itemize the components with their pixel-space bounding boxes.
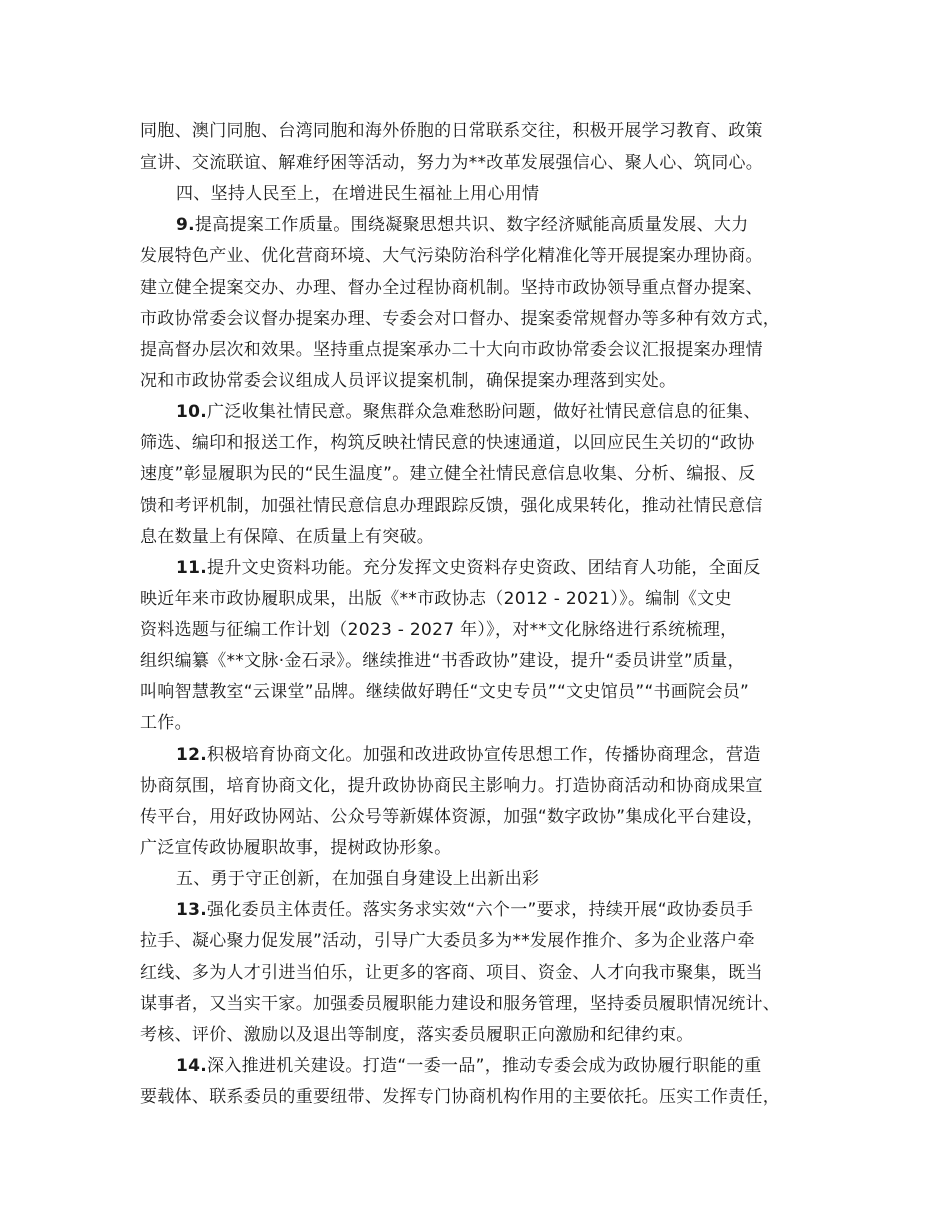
- item-10-first-line: 10.广泛收集社情民意。聚焦群众急难愁盼问题，做好社情民意信息的征集、: [176, 402, 761, 422]
- item-9-first-line: 9.提高提案工作质量。围绕凝聚思想共识、数字经济赋能高质量发展、大力: [176, 215, 749, 235]
- item-13-first-line: 13.强化委员主体责任。落实务求实效“六个一”要求，持续开展“政协委员手: [176, 900, 754, 920]
- paragraph-line: 谋事者，又当实干家。加强委员履职能力建设和服务管理，坚持委员履职情况统计、: [140, 994, 781, 1014]
- paragraph-line: 映近年来市政协履职成果，出版《**市政协志（2012 - 2021）》。编制《文史: [140, 589, 732, 609]
- paragraph-line: 组织编纂《**文脉·金石录》。继续推进“书香政协”建设，提升“委员讲堂”质量，: [140, 651, 745, 671]
- paragraph-line: 考核、评价、激励以及退出等制度，落实委员履职正向激励和纪律约束。: [140, 1025, 694, 1045]
- paragraph-line: 同胞、澳门同胞、台湾同胞和海外侨胞的日常联系交往，积极开展学习教育、政策: [140, 121, 763, 141]
- paragraph-line: 协商氛围，培育协商文化，提升政协协商民主影响力。打造协商活动和协商成果宣: [140, 776, 763, 796]
- item-number: 14.: [176, 1056, 208, 1076]
- item-12-first-line: 12.积极培育协商文化。加强和改进政协宣传思想工作，传播协商理念，营造: [176, 745, 761, 765]
- item-number: 13.: [176, 900, 208, 920]
- paragraph-line: 筛选、编印和报送工作，构筑反映社情民意的快速通道，以回应民生关切的“政协: [140, 433, 755, 453]
- paragraph-line: 息在数量上有保障、在质量上有突破。: [140, 527, 435, 547]
- paragraph-line: 提高督办层次和效果。坚持重点提案承办二十大向市政协常委会议汇报提案办理情: [140, 340, 763, 360]
- section-heading-4: 四、坚持人民至上，在增进民生福祉上用心用情: [176, 184, 540, 204]
- paragraph-line: 叫响智慧教室“云课堂”品牌。继续做好聘任“文史专员”“文史馆员”“书画院会员”: [140, 682, 750, 702]
- paragraph-line: 广泛宣传政协履职故事，提树政协形象。: [140, 838, 452, 858]
- paragraph-line: 建立健全提案交办、办理、督办全过程协商机制。坚持市政协领导重点督办提案、: [140, 278, 763, 298]
- item-number: 9.: [176, 215, 195, 235]
- item-number: 12.: [176, 745, 208, 765]
- paragraph-line: 拉手、凝心聚力促发展”活动，引导广大委员多为**发展作推介、多为企业落户牵: [140, 931, 755, 951]
- paragraph-line: 工作。: [140, 713, 192, 733]
- paragraph-line: 红线、多为人才引进当伯乐，让更多的客商、项目、资金、人才向我市聚集，既当: [140, 963, 763, 983]
- item-number: 10.: [176, 402, 208, 422]
- section-heading-5: 五、勇于守正创新，在加强自身建设上出新出彩: [176, 869, 540, 889]
- item-number: 11.: [176, 558, 208, 578]
- item-11-first-line: 11.提升文史资料功能。充分发挥文史资料存史资政、团结育人功能，全面反: [176, 558, 761, 578]
- paragraph-line: 市政协常委会议督办提案办理、专委会对口督办、提案委常规督办等多种有效方式，: [140, 309, 781, 329]
- paragraph-line: 传平台，用好政协网站、公众号等新媒体资源，加强“数字政协”集成化平台建设，: [140, 807, 764, 827]
- paragraph-line: 资料选题与征编工作计划（2023 - 2027 年）》，对**文化脉络进行系统梳理，: [140, 620, 738, 640]
- item-14-first-line: 14.深入推进机关建设。打造“一委一品”，推动专委会成为政协履行职能的重: [176, 1056, 762, 1076]
- paragraph-line: 速度”彰显履职为民的“民生温度”。建立健全社情民意信息收集、分析、编报、反: [140, 464, 756, 484]
- paragraph-line: 宣讲、交流联谊、解难纾困等活动，努力为**改革发展强信心、聚人心、筑同心。: [140, 153, 764, 173]
- paragraph-line: 要载体、联系委员的重要纽带、发挥专门协商机构作用的主要依托。压实工作责任，: [140, 1087, 781, 1107]
- paragraph-line: 况和市政协常委会议组成人员评议提案机制，确保提案办理落到实处。: [140, 371, 677, 391]
- paragraph-line: 发展特色产业、优化营商环境、大气污染防治科学化精准化等开展提案办理协商。: [140, 246, 763, 266]
- paragraph-line: 馈和考评机制，加强社情民意信息办理跟踪反馈，强化成果转化，推动社情民意信: [140, 496, 763, 516]
